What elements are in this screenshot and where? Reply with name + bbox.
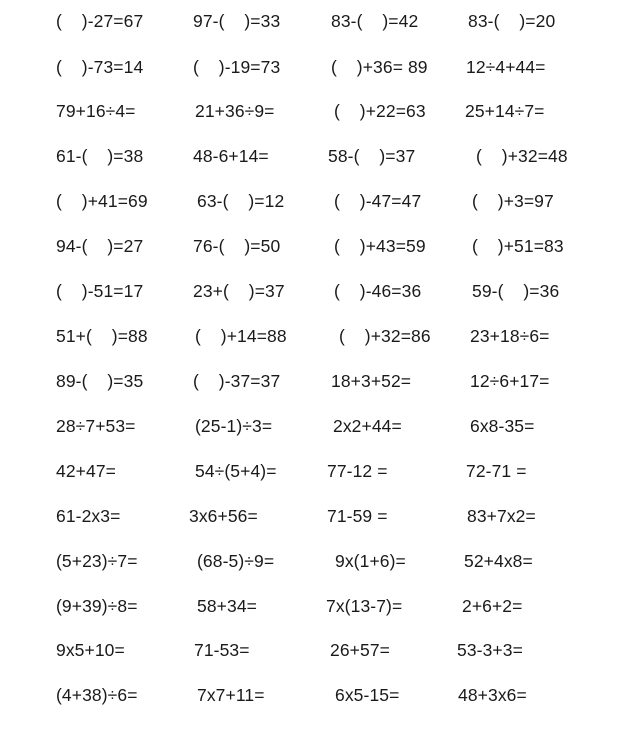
problem: ( )+41=69 bbox=[56, 191, 148, 211]
problem: 53-3+3= bbox=[457, 640, 523, 660]
problem-row-8 bbox=[0, 321, 634, 351]
problem: 23+( )=37 bbox=[193, 281, 285, 301]
problem: 71-53= bbox=[194, 640, 250, 660]
problem: 18+3+52= bbox=[331, 371, 412, 391]
problem: 48-6+14= bbox=[193, 146, 269, 166]
problem: 77-12 = bbox=[327, 461, 388, 481]
problem: 61-2x3= bbox=[56, 506, 121, 526]
problem: 52+4x8= bbox=[464, 551, 533, 571]
problem: ( )+22=63 bbox=[334, 101, 426, 121]
problem: (25-1)÷3= bbox=[195, 416, 273, 436]
problem-row-13 bbox=[0, 546, 634, 576]
problem-row-4 bbox=[0, 141, 634, 171]
problem: 9x5+10= bbox=[56, 640, 125, 660]
problem: 26+57= bbox=[330, 640, 390, 660]
problem-row-3 bbox=[0, 96, 634, 126]
problem: ( )+14=88 bbox=[195, 326, 287, 346]
problem: 54÷(5+4)= bbox=[195, 461, 277, 481]
problem: (68-5)÷9= bbox=[197, 551, 275, 571]
problem: 94-( )=27 bbox=[56, 236, 144, 256]
problem-row-2 bbox=[0, 52, 634, 82]
problem: 48+3x6= bbox=[458, 685, 527, 705]
problem: ( )+32=86 bbox=[339, 326, 431, 346]
problem: 12÷6+17= bbox=[470, 371, 550, 391]
problem: ( )+43=59 bbox=[334, 236, 426, 256]
problem-row-15 bbox=[0, 635, 634, 665]
problem: 2+6+2= bbox=[462, 596, 523, 616]
problem: 83-( )=20 bbox=[468, 11, 556, 31]
problem: ( )-37=37 bbox=[193, 371, 281, 391]
problem: ( )+51=83 bbox=[472, 236, 564, 256]
problem: 25+14÷7= bbox=[465, 101, 545, 121]
problem: 76-( )=50 bbox=[193, 236, 281, 256]
problem: 89-( )=35 bbox=[56, 371, 144, 391]
problem: 9x(1+6)= bbox=[335, 551, 406, 571]
problem: 51+( )=88 bbox=[56, 326, 148, 346]
problem: 83-( )=42 bbox=[331, 11, 419, 31]
problem-row-5 bbox=[0, 186, 634, 216]
problem: (5+23)÷7= bbox=[56, 551, 138, 571]
problem: 12÷4+44= bbox=[466, 57, 546, 77]
problem-row-6 bbox=[0, 231, 634, 261]
problem-row-10 bbox=[0, 411, 634, 441]
problem: 63-( )=12 bbox=[197, 191, 285, 211]
problem: 42+47= bbox=[56, 461, 116, 481]
problem: (4+38)÷6= bbox=[56, 685, 138, 705]
problem-row-1 bbox=[0, 6, 634, 36]
problem: 79+16÷4= bbox=[56, 101, 136, 121]
problem-row-9 bbox=[0, 366, 634, 396]
problem: ( )+32=48 bbox=[476, 146, 568, 166]
problem: 6x5-15= bbox=[335, 685, 400, 705]
problem: ( )-47=47 bbox=[334, 191, 422, 211]
problem: 58-( )=37 bbox=[328, 146, 416, 166]
problem: 72-71 = bbox=[466, 461, 527, 481]
problem: 7x7+11= bbox=[197, 685, 265, 705]
problem: 3x6+56= bbox=[189, 506, 258, 526]
problem: 7x(13-7)= bbox=[326, 596, 403, 616]
problem: ( )-46=36 bbox=[334, 281, 422, 301]
problem-row-14 bbox=[0, 591, 634, 621]
problem-row-12 bbox=[0, 501, 634, 531]
problem: 97-( )=33 bbox=[193, 11, 281, 31]
problem: 59-( )=36 bbox=[472, 281, 560, 301]
problem-row-16 bbox=[0, 680, 634, 710]
problem: ( )-19=73 bbox=[193, 57, 281, 77]
problem: 71-59 = bbox=[327, 506, 388, 526]
problem: ( )+36= 89 bbox=[331, 57, 428, 77]
problem: 6x8-35= bbox=[470, 416, 535, 436]
problem: 58+34= bbox=[197, 596, 257, 616]
problem: 2x2+44= bbox=[333, 416, 402, 436]
problem: 28÷7+53= bbox=[56, 416, 136, 436]
problem: 21+36÷9= bbox=[195, 101, 275, 121]
problem: ( )-27=67 bbox=[56, 11, 144, 31]
problem: (9+39)÷8= bbox=[56, 596, 138, 616]
problem-row-7 bbox=[0, 276, 634, 306]
problem: 23+18÷6= bbox=[470, 326, 550, 346]
problem: ( )+3=97 bbox=[472, 191, 554, 211]
problem: 83+7x2= bbox=[467, 506, 536, 526]
problem-row-11 bbox=[0, 456, 634, 486]
problem: ( )-51=17 bbox=[56, 281, 144, 301]
problem: ( )-73=14 bbox=[56, 57, 144, 77]
problem: 61-( )=38 bbox=[56, 146, 144, 166]
